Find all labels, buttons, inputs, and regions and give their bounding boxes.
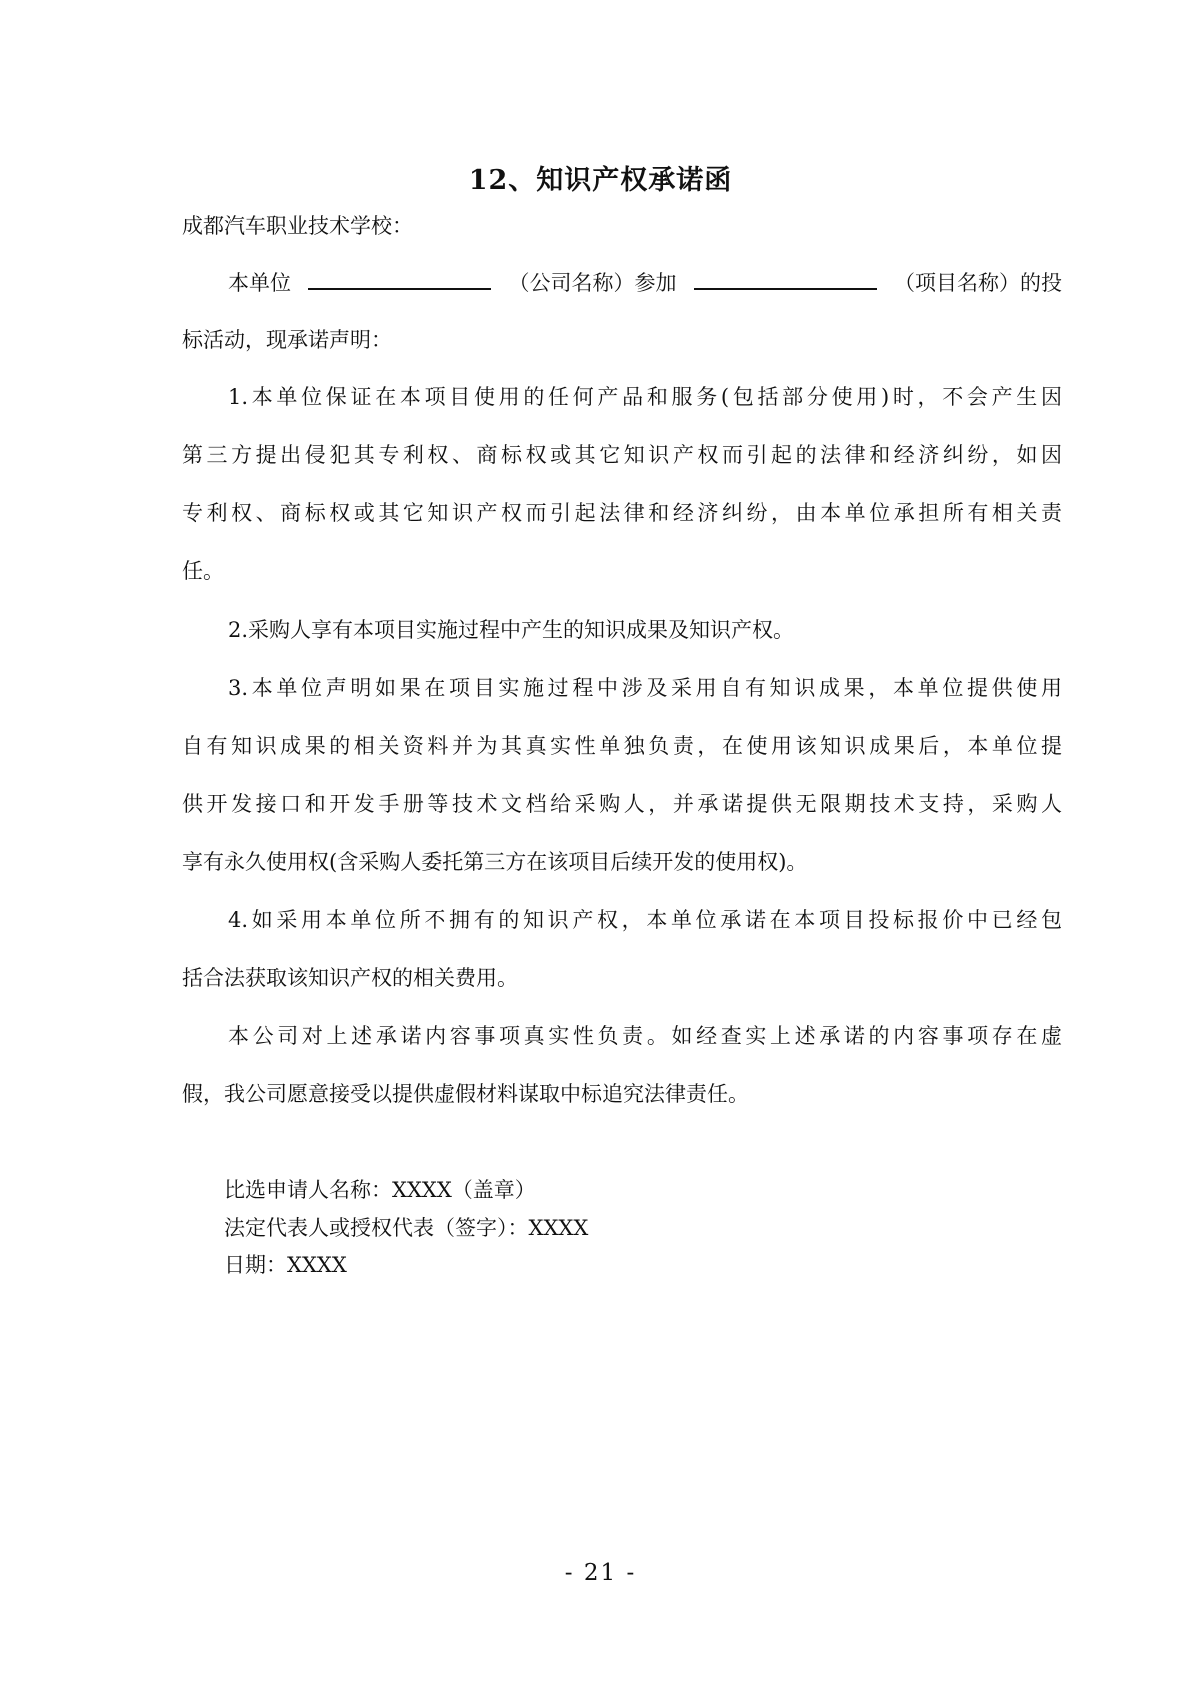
clause-1-line-2: 第三方提出侵犯其专利权、商标权或其它知识产权而引起的法律和经济纠纷，如因 [182,443,1062,467]
clause-1-line-1: 1.本单位保证在本项目使用的任何产品和服务(包括部分使用)时，不会产生因 [228,385,1062,409]
clause-1-line-3: 专利权、商标权或其它知识产权而引起法律和经济纠纷，由本单位承担所有相关责 [182,501,1062,525]
intro-text-project: （项目名称）的投 [894,271,1062,295]
clause-3-line-4: 享有永久使用权(含采购人委托第三方在该项目后续开发的使用权)。 [182,850,808,874]
signature-date: 日期：XXXX [224,1253,347,1277]
intro-line-1 [228,266,1062,298]
document-title: 12、知识产权承诺函 [468,165,733,196]
clause-1-line-4: 任。 [182,559,224,583]
intro-text-unit: 本单位 [228,271,291,295]
intro-text-company: （公司名称）参加 [508,271,677,295]
clause-4-line-1: 4.如采用本单位所不拥有的知识产权，本单位承诺在本项目投标报价中已经包 [228,908,1062,932]
clause-3-line-3: 供开发接口和开发手册等技术文档给采购人，并承诺提供无限期技术支持，采购人 [182,792,1062,816]
clause-4-line-2: 括合法获取该知识产权的相关费用。 [182,966,518,990]
statement-line-1: 本公司对上述承诺内容事项真实性负责。如经查实上述承诺的内容事项存在虚 [228,1024,1062,1048]
project-name-blank [694,266,877,290]
clause-2-line-1: 2.采购人享有本项目实施过程中产生的知识成果及知识产权。 [228,618,795,642]
intro-line-2: 标活动，现承诺声明： [182,328,392,352]
clause-3-line-1: 3.本单位声明如果在项目实施过程中涉及采用自有知识成果，本单位提供使用 [228,676,1062,700]
clause-3-line-2: 自有知识成果的相关资料并为其真实性单独负责，在使用该知识成果后，本单位提 [182,734,1062,758]
statement-line-2: 假，我公司愿意接受以提供虚假材料谋取中标追究法律责任。 [182,1082,749,1106]
applicant-name: 比选申请人名称：XXXX（盖章） [224,1178,536,1202]
page-number: - 21 - [564,1560,637,1586]
company-name-blank [308,266,491,290]
representative-signature: 法定代表人或授权代表（签字）：XXXX [224,1216,589,1240]
addressee: 成都汽车职业技术学校： [182,214,413,238]
